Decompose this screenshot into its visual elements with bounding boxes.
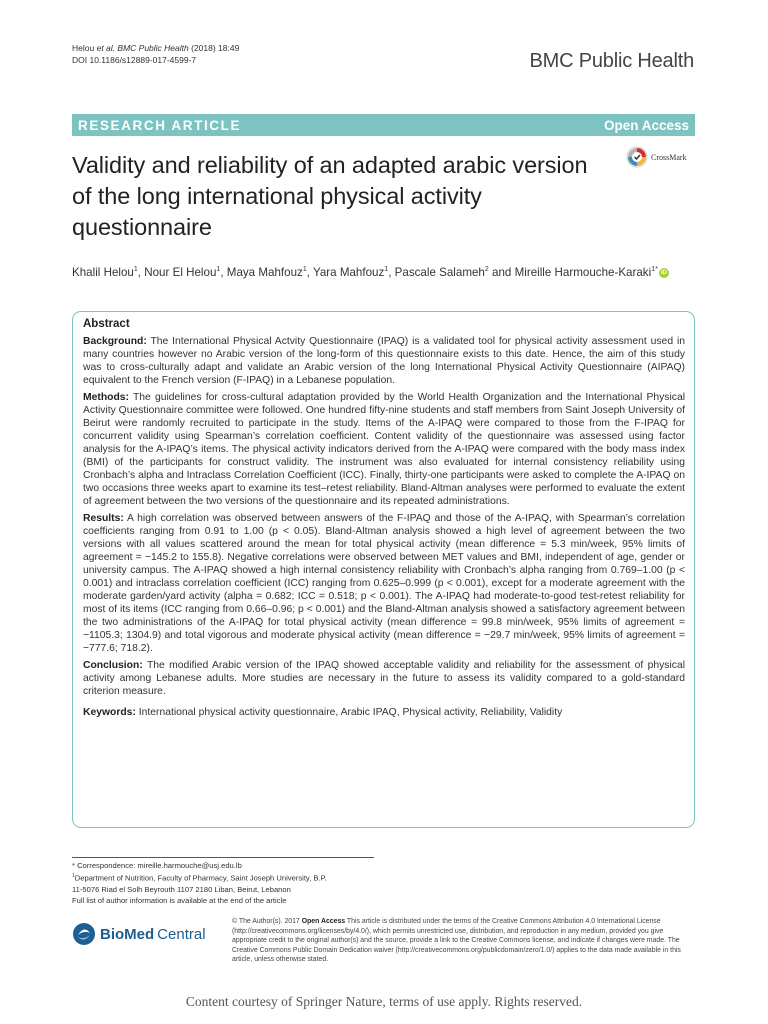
abstract-heading: Abstract bbox=[83, 318, 130, 330]
author-affiliation: 1 bbox=[384, 266, 389, 274]
citation-journal: BMC Public Health bbox=[117, 43, 189, 53]
citation-authors: Helou bbox=[72, 43, 95, 53]
biomed-central-icon bbox=[72, 922, 96, 946]
footnote-divider bbox=[72, 857, 374, 858]
license-open-access: Open Access bbox=[301, 918, 346, 925]
abstract-background bbox=[83, 335, 685, 387]
author-separator: , bbox=[220, 266, 227, 279]
results-label: Results: bbox=[83, 513, 124, 524]
open-access-label: Open Access bbox=[603, 117, 689, 133]
header-citation bbox=[72, 42, 239, 54]
license-statement bbox=[232, 917, 694, 965]
journal-name: BMC Public Health bbox=[529, 50, 694, 72]
author-separator: , bbox=[388, 266, 395, 279]
article-type-label: RESEARCH ARTICLE bbox=[78, 117, 242, 133]
orcid-icon[interactable]: iD bbox=[660, 269, 667, 276]
publisher-name-regular: Central bbox=[157, 925, 206, 943]
citation-year-page: (2018) 18:49 bbox=[191, 43, 240, 53]
crossmark-label: CrossMark bbox=[651, 152, 687, 162]
methods-label: Methods: bbox=[83, 392, 129, 403]
publisher-name-bold: BioMed bbox=[100, 925, 155, 943]
author-affiliation: 2 bbox=[484, 266, 489, 274]
results-text: A high correlation was observed between answers of the F-IPAQ and those of the A-IPAQ, with Spearman’s correlation coefficients ranging from 0.91 to 1.00 (p < 0.05). Bland-Altman analysis showed a high level of agreement between the two versions with all values scattered around the mean for total physical activity (mean difference = 5.3 min/week, 95% limits of agreement = −145.2 to 155.8). Negative correlations were observed between MET values and BMI, independent of age, gender or university campus. The A-IPAQ showed a high internal consistency reliability with Cronbach’s alpha ranging from 0.769–1.00 (p < 0.001) and intraclass correlation coefficient (ICC) ranging from 0.625–0.999 (p < 0.001), except for a moderate agreement with the moderate garden/yard activity (alpha = 0.682; ICC = 0.518; p < 0.001). The A-IPAQ had moderate-to-good test-retest reliability for most of its items (ICC ranging from 0.66–0.96; p < 0.001) and the Bland-Altman analysis showed a satisfactory agreement between the two administrations of the A-IPAQ for total physical activity (mean difference = 99.8 min/week, 95% limits of agreement = −1105.3; 1304.9) and total vigorous and moderate physical activity (mean difference = −29.7 min/week, 95% limits of agreement = −777.6; 718.2). bbox=[83, 513, 685, 654]
courtesy-note: Content courtesy of Springer Nature, terms of use apply. Rights reserved. bbox=[185, 994, 583, 1009]
author-separator: and bbox=[488, 266, 515, 279]
author-separator: , bbox=[306, 266, 313, 279]
abstract-conclusion bbox=[83, 659, 685, 698]
author-info-note: Full list of author information is available at the end of the article bbox=[72, 895, 287, 905]
author-name: Yara Mahfouz bbox=[312, 266, 385, 279]
correspondence-email[interactable]: * Correspondence: mireille.harmouche@usj.edu.lb bbox=[72, 861, 242, 870]
author-name: Pascale Salameh bbox=[394, 266, 485, 279]
correspondence-affiliation bbox=[72, 871, 327, 884]
author-affiliation: 1* bbox=[651, 266, 658, 274]
biomed-central-logo[interactable] bbox=[72, 922, 206, 946]
author-affiliation: 1 bbox=[133, 266, 138, 274]
abstract-methods bbox=[83, 391, 685, 508]
background-label: Background: bbox=[83, 336, 147, 347]
author-name: Khalil Helou bbox=[72, 266, 134, 279]
header-doi[interactable]: DOI 10.1186/s12889-017-4599-7 bbox=[72, 55, 197, 65]
article-type-banner bbox=[72, 114, 695, 136]
correspondence-block bbox=[72, 860, 327, 906]
crossmark-badge[interactable] bbox=[626, 146, 687, 168]
affiliation-line-1: Department of Nutrition, Faculty of Pharmacy, Saint Joseph University, B.P. bbox=[74, 873, 327, 883]
background-text: The International Physical Actvity Questionnaire (IPAQ) is a validated tool for physical activity assessment used in many countries however no Arabic version of the long-form of this questionnaire exists to this date. Hence, the aim of this study was to cross-culturally adapt and validate an Arabic version of the long International Physical Activity Questionnaire (AIPAQ) equivalent to the French version (F-IPAQ) in a Lebanese population. bbox=[83, 336, 685, 386]
license-text: This article is distributed under the terms of the Creative Commons Attribution 4.0 International License (http://creativecommons.org/licenses/by/4.0/), which permits unrestricted use, distribution, and reproduction in any medium, provided you give appropriate credit to the original author(s) and the source, provide a link to the Creative Commons license, and indicate if changes were made. The Creative Commons Public Domain Dedication waiver (http://creativecommons.org/publicdomain/zero/1.0/) applies to the data made available in this article, unless otherwise stated. bbox=[232, 918, 681, 963]
crossmark-icon bbox=[626, 146, 648, 168]
author-list bbox=[72, 266, 669, 279]
article-title: Validity and reliability of an adapted arabic version of the long international physical activity questionnaire bbox=[72, 152, 588, 240]
author-separator: , bbox=[137, 266, 145, 279]
author-name: Maya Mahfouz bbox=[226, 266, 303, 279]
author-name: Mireille Harmouche-Karaki bbox=[514, 266, 652, 279]
author-affiliation: 1 bbox=[216, 266, 221, 274]
methods-text: The guidelines for cross-cultural adaptation provided by the World Health Organization and the International Physical Activity Questionnaire committee were followed. One hundred fifty-nine students and staff members from Saint Joseph University of Beirut were randomly recruited to participate in the study. Items of the A-IPAQ were compared to those from the F-IPAQ for concurrent validity using Spearman’s correlation coefficient. Content validity of the questionnaire was assessed using factor analysis for the A-IPAQ’s items. The physical activity indicators derived from the A-IPAQ were compared with the body mass index (BMI) of the participants for construct validity. The instrument was also evaluated for internal consistency reliability using Cronbach’s alpha and Intraclass Correlation Coefficient (ICC). Finally, thirty-one participants were asked to complete the A-IPAQ on two occasions three weeks apart to examine its test–retest reliability. Bland-Altman analyses were performed to evaluate the extent of agreement between the two versions of the questionnaire and its repeated administrations. bbox=[83, 392, 686, 507]
affiliation-line-2: 11-5076 Riad el Solh Beyrouth 1107 2180 Liban, Beirut, Lebanon bbox=[72, 884, 291, 894]
abstract-box bbox=[72, 311, 695, 828]
keywords-label: Keywords: bbox=[83, 707, 136, 718]
abstract-keywords bbox=[83, 706, 685, 719]
author-affiliation: 1 bbox=[302, 266, 307, 274]
license-prefix: © The Author(s). 2017 bbox=[232, 918, 300, 925]
affiliation-number: 1 bbox=[72, 873, 75, 879]
author-name: Nour El Helou bbox=[144, 266, 217, 279]
abstract-results bbox=[83, 512, 685, 655]
citation-etal: et al. bbox=[96, 43, 116, 53]
conclusion-text: The modified Arabic version of the IPAQ showed acceptable validity and reliability for the assessment of physical activity among Lebanese adults. More studies are necessary in the future to assess its validity compared to a gold-standard criterion measure. bbox=[83, 660, 685, 697]
keywords-text: International physical activity questionnaire, Arabic IPAQ, Physical activity, Reliability, Validity bbox=[138, 707, 563, 718]
conclusion-label: Conclusion: bbox=[83, 660, 143, 671]
